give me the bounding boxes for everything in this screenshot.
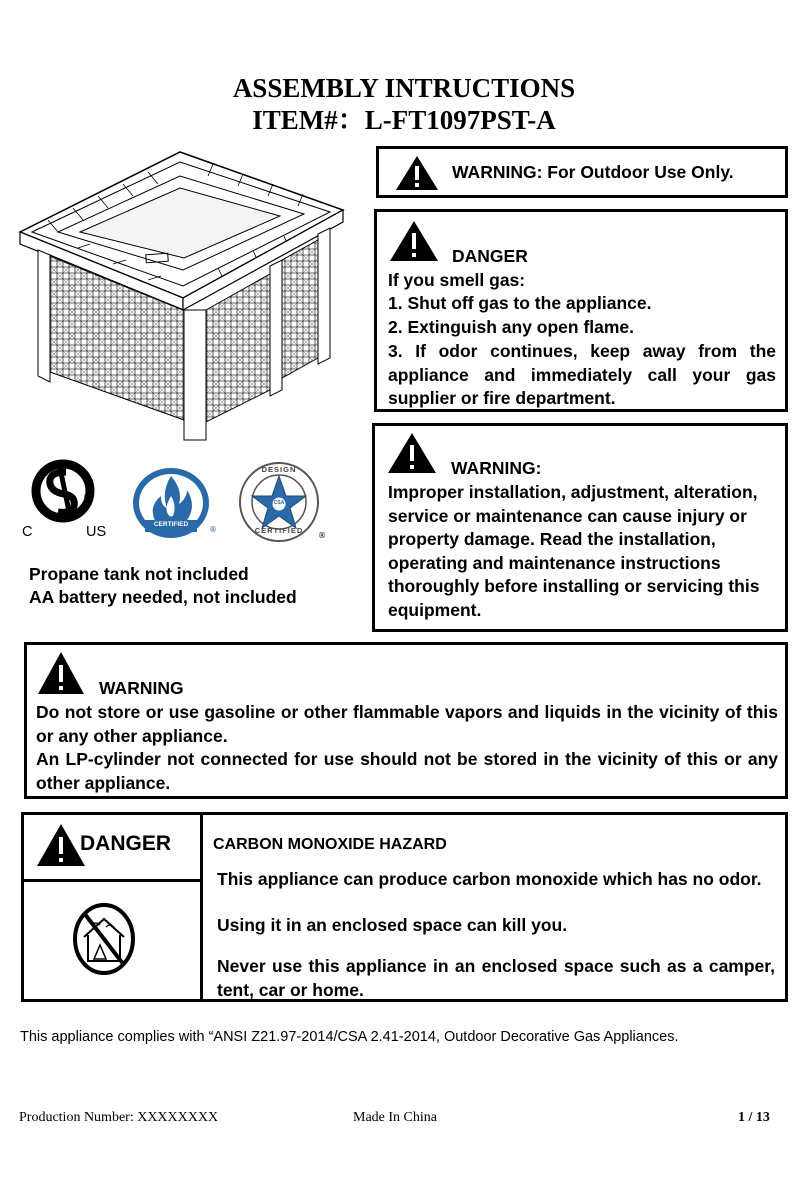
battery-note: AA battery needed, not included bbox=[29, 587, 297, 607]
warning-install-box bbox=[372, 423, 788, 632]
outdoor-warning-text: WARNING: For Outdoor Use Only. bbox=[452, 162, 734, 182]
co-hazard-line: This appliance can produce carbon monoxide which has no odor. bbox=[217, 869, 762, 889]
document-title: ASSEMBLY INTRUCTIONS bbox=[232, 73, 576, 103]
design-certified-logo bbox=[238, 460, 324, 544]
warning-flammable-line1: Do not store or use gasoline or other flammable vapors and liquids in the vicinity of this or any other appliance. bbox=[36, 702, 778, 746]
item-number: ITEM#：L-FT1097PST-A bbox=[252, 105, 556, 135]
compliance-statement: This appliance complies with “ANSI Z21.97-2014/CSA 2.41-2014, Outdoor Decorative Gas Appliances. bbox=[20, 1029, 679, 1045]
no-enclosed-space-icon bbox=[72, 903, 136, 975]
warning-triangle-icon bbox=[387, 432, 437, 474]
csa-logo bbox=[22, 458, 112, 544]
warning-triangle-icon bbox=[36, 823, 86, 867]
warning-install-heading: WARNING: bbox=[451, 458, 542, 478]
danger-gas-line: 3. If odor continues, keep away from the appliance and immediately call your gas supplier or fire department. bbox=[388, 341, 776, 408]
design-label: DESIGN bbox=[261, 465, 297, 474]
co-hazard-title: CARBON MONOXIDE HAZARD bbox=[213, 836, 447, 853]
warning-triangle-icon bbox=[395, 155, 439, 191]
co-hazard-line: Never use this appliance in an enclosed space such as a camper, tent, car or home. bbox=[217, 956, 775, 1000]
certified-flame-label: CERTIFIED bbox=[153, 521, 189, 528]
csa-c-label: C bbox=[22, 524, 33, 540]
co-hazard-box bbox=[21, 812, 788, 1002]
certified-label: CERTIFIED bbox=[254, 526, 304, 535]
warning-triangle-icon bbox=[37, 651, 85, 695]
certified-flame-logo bbox=[131, 466, 217, 540]
production-number: Production Number: XXXXXXXX bbox=[19, 1110, 219, 1125]
registered-mark: ® bbox=[84, 492, 92, 503]
co-hazard-line: Using it in an enclosed space can kill you. bbox=[217, 915, 568, 935]
danger-gas-box bbox=[374, 209, 788, 412]
danger-gas-line: 2. Extinguish any open flame. bbox=[388, 317, 635, 337]
page-number: 1 / 13 bbox=[738, 1110, 770, 1125]
csa-mark-icon bbox=[30, 458, 96, 524]
origin-label: Made In China bbox=[353, 1110, 437, 1125]
svg-text:®: ® bbox=[318, 531, 326, 540]
co-danger-label: DANGER bbox=[80, 832, 172, 855]
csa-center-label: CSA bbox=[273, 500, 285, 506]
danger-gas-heading: DANGER bbox=[452, 246, 528, 266]
warning-triangle-icon bbox=[389, 220, 439, 262]
csa-us-label: US bbox=[86, 524, 107, 540]
danger-gas-line: 1. Shut off gas to the appliance. bbox=[388, 293, 652, 313]
warning-flammable-box bbox=[24, 642, 788, 799]
danger-gas-line: If you smell gas: bbox=[388, 270, 526, 290]
blue-flame-icon bbox=[131, 466, 217, 540]
co-divider bbox=[24, 879, 201, 882]
co-divider bbox=[200, 815, 203, 999]
outdoor-warning-box bbox=[376, 146, 788, 198]
warning-flammable-heading: WARNING bbox=[99, 678, 184, 698]
warning-flammable-line2: An LP-cylinder not connected for use should not be stored in the vicinity of this or any other appliance. bbox=[36, 749, 778, 793]
svg-text:®: ® bbox=[209, 525, 217, 534]
fire-table-illustration bbox=[18, 150, 348, 440]
propane-note: Propane tank not included bbox=[29, 564, 249, 584]
warning-install-body: Improper installation, adjustment, alteration, service or maintenance can cause injury or property damage. Read the installation, operating and maintenance instructions thoroughly before installing or servicing this equipment. bbox=[388, 482, 760, 620]
